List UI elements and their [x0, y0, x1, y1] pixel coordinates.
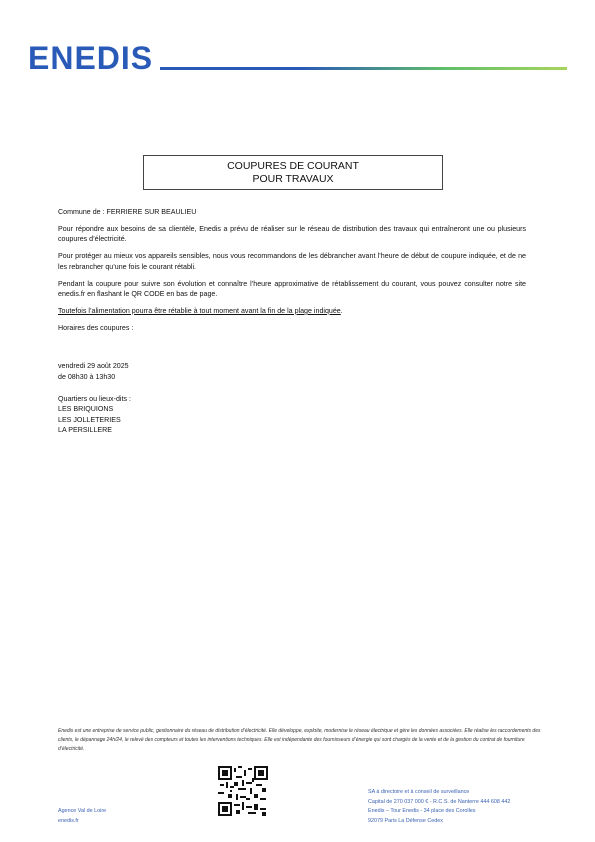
title-line-1: COUPURES DE COURANT: [227, 160, 359, 172]
cut-hours: de 08h30 à 13h30: [58, 373, 116, 382]
legal-line: Enedis – Tour Enedis - 34 place des Corolles: [368, 808, 476, 814]
qr-code-icon[interactable]: [218, 766, 268, 816]
paragraph-1: Pour répondre aux besoins de sa clientèle, Enedis a prévu de réaliser sur le réseau de distribution des travaux qui entraîneront une ou plusieurs coupures d’électricité.: [58, 224, 526, 244]
commune-line: Commune de : FERRIERE SUR BEAULIEU: [58, 208, 197, 216]
header-color-rule: [160, 67, 567, 70]
agency-site-link[interactable]: enedis.fr: [58, 818, 79, 824]
place-item: LES JOLLETERIES: [58, 415, 121, 424]
paragraph-2: Pour protéger au mieux vos appareils sensibles, nous vous recommandons de les débrancher avant l’heure de début de coupure indiquée, et de ne les rebrancher qu’une fois le courant rétabli.: [58, 252, 526, 271]
cut-date: vendredi 29 août 2025: [58, 362, 129, 371]
legal-line: 92079 Paris La Défense Cedex: [368, 817, 443, 824]
legal-line: Capital de 270 037 000 € - R.C.S. de Nanterre 444 608 442: [368, 798, 511, 805]
warning-text: Toutefois l’alimentation pourra être rétablie à tout moment avant la fin de la plage indiquée: [58, 306, 341, 315]
place-item: LES BRIQUIONS: [58, 405, 114, 414]
notice-body: [58, 207, 526, 436]
legal-line: SA à directoire et à conseil de surveillance: [368, 789, 470, 795]
title-box: [143, 155, 443, 190]
quartiers-label: Quartiers ou lieux-dits :: [58, 394, 131, 403]
horaires-label: Horaires des coupures :: [58, 323, 134, 332]
title-line-2: POUR TRAVAUX: [252, 173, 334, 185]
agency-name: Agence Val de Loire: [58, 808, 107, 814]
agency-block: [58, 806, 106, 826]
legal-block: [368, 788, 510, 826]
place-item: LA PERSILLERE: [58, 426, 113, 435]
warning-line: Toutefois l’alimentation pourra être rétablie à tout moment avant la fin de la plage indiquée.: [58, 306, 343, 315]
footer-note: Enedis est une entreprise de service public, gestionnaire du réseau de distribution d’électricité. Elle développe, exploite, modernise le réseau électrique et gère les données associées. Elle réalise les raccordements des clients, le dépannage 24h/24, le relevé des compteurs et toutes les interventions techniques. Elle est indépendante des fournisseurs d’énergie qui sont chargés de la vente et de la gestion du contrat de fourniture d’électricité.: [58, 728, 541, 752]
svg-text:ENEDIS: ENEDIS: [28, 42, 154, 72]
paragraph-3: Pendant la coupure pour suivre son évolution et connaître l’heure approximative de rétablissement du courant, vous pouvez consulter notre site enedis.fr en flashant le QR CODE en bas de page.: [58, 279, 526, 299]
enedis-logo: [28, 42, 158, 72]
